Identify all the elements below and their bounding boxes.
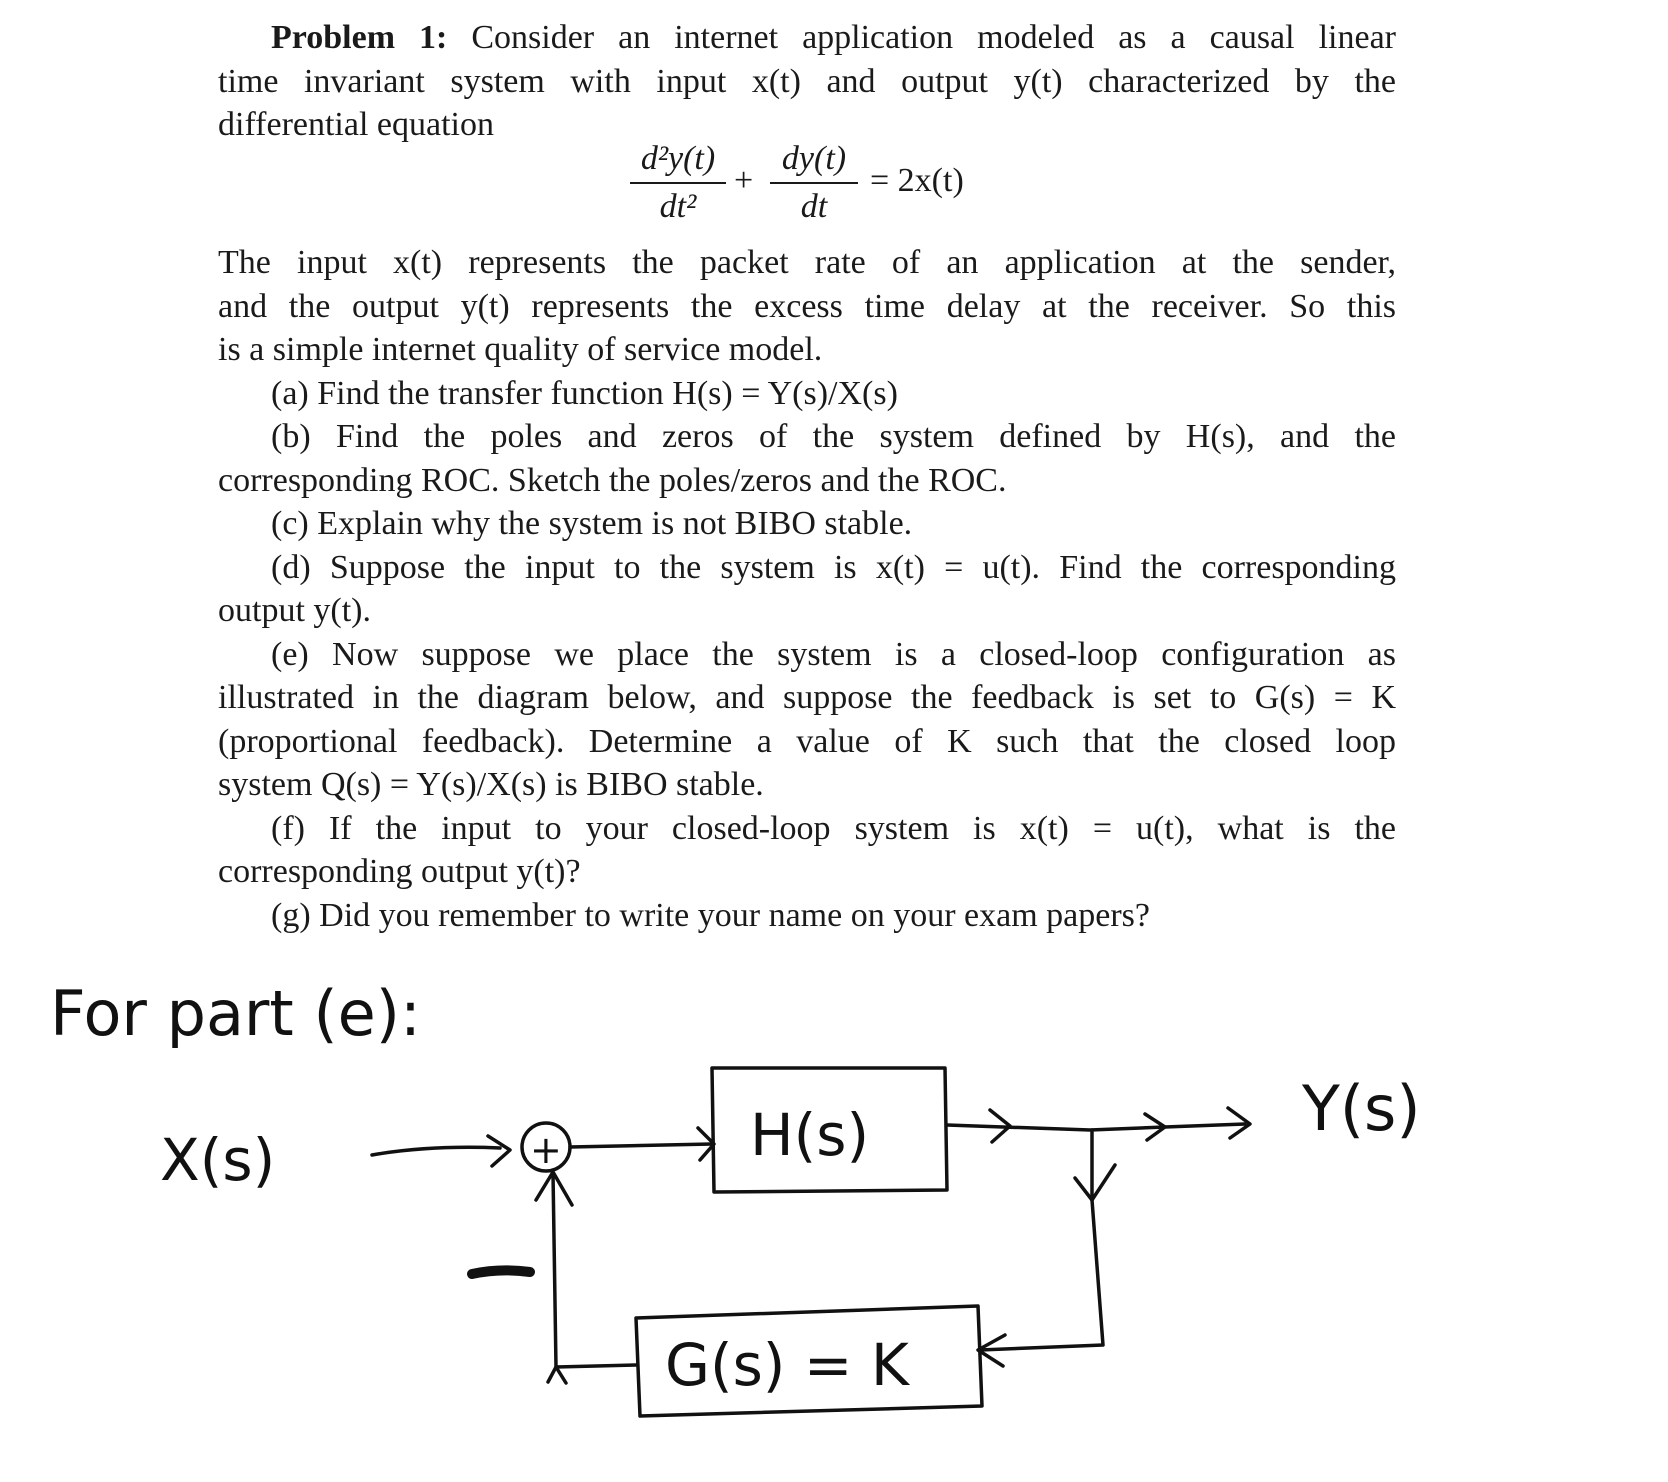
feedback-block-label: G(s) = K [665,1331,909,1399]
problem-heading: Problem 1: [271,19,448,56]
part-d: (d) Suppose the input to the system is x(t) = u(t). Find the corresponding [271,548,1396,586]
body-line: The input x(t) represents the packet rate of an application at the sender, [218,244,1396,281]
feedback-up-arrowhead [548,1367,566,1383]
part-f: (f) If the input to your closed-loop system is x(t) = u(t), what is the [271,809,1396,847]
part-e-continued: illustrated in the diagram below, and suppose the feedback is set to G(s) = K [218,679,1396,716]
forward-arrow [570,1144,712,1147]
fraction-numerator: d²y(t) [640,140,716,177]
input-arrow [372,1147,500,1155]
plus-sign: + [734,162,754,199]
body-line: and the output y(t) represents the excess time delay at the receiver. So this [218,287,1396,325]
output-label: Y(s) [1302,1072,1421,1145]
part-g: (g) Did you remember to write your name on your exam papers? [271,896,1150,934]
output-line [947,1124,1245,1130]
part-d-continued: output y(t). [218,592,371,629]
minus-sign-mark [472,1270,530,1274]
forward-block-label: H(s) [750,1101,870,1169]
intro-line: Problem 1: Consider an internet application modeled as a causal linear [271,19,1396,56]
part-e-continued: system Q(s) = Y(s)/X(s) is BIBO stable. [218,766,764,803]
diagram-caption: For part (e): [50,977,421,1050]
fraction-numerator: dy(t) [781,140,847,177]
fraction-denominator: dt² [659,188,697,225]
intro-line: time invariant system with input x(t) and output y(t) characterized by the [218,62,1396,100]
part-b: (b) Find the poles and zeros of the system defined by H(s), and the [271,418,1396,455]
pickoff-arrowhead [1075,1165,1115,1200]
input-arrowhead [488,1136,510,1166]
minus-sign-text: − [482,1262,483,1263]
summer-symbol: + [530,1128,562,1172]
part-a: (a) Find the transfer function H(s) = Y(s)/X(s) [271,374,898,412]
input-label: X(s) [160,1126,276,1194]
part-c: (c) Explain why the system is not BIBO stable. [271,505,913,542]
part-e: (e) Now suppose we place the system is a closed-loop configuration as [271,635,1396,673]
body-line: is a simple internet quality of service model. [218,331,823,368]
part-e-continued: (proportional feedback). Determine a value of K such that the closed loop [218,722,1396,760]
part-f-continued: corresponding output y(t)? [218,853,581,890]
feedback-return-line [980,1200,1103,1350]
feedback-path [553,1173,636,1367]
intro-line: differential equation [218,106,494,143]
equation-rhs: = 2x(t) [870,162,964,199]
part-b-continued: corresponding ROC. Sketch the poles/zeros and the ROC. [218,461,1007,499]
fraction-denominator: dt [800,188,828,225]
